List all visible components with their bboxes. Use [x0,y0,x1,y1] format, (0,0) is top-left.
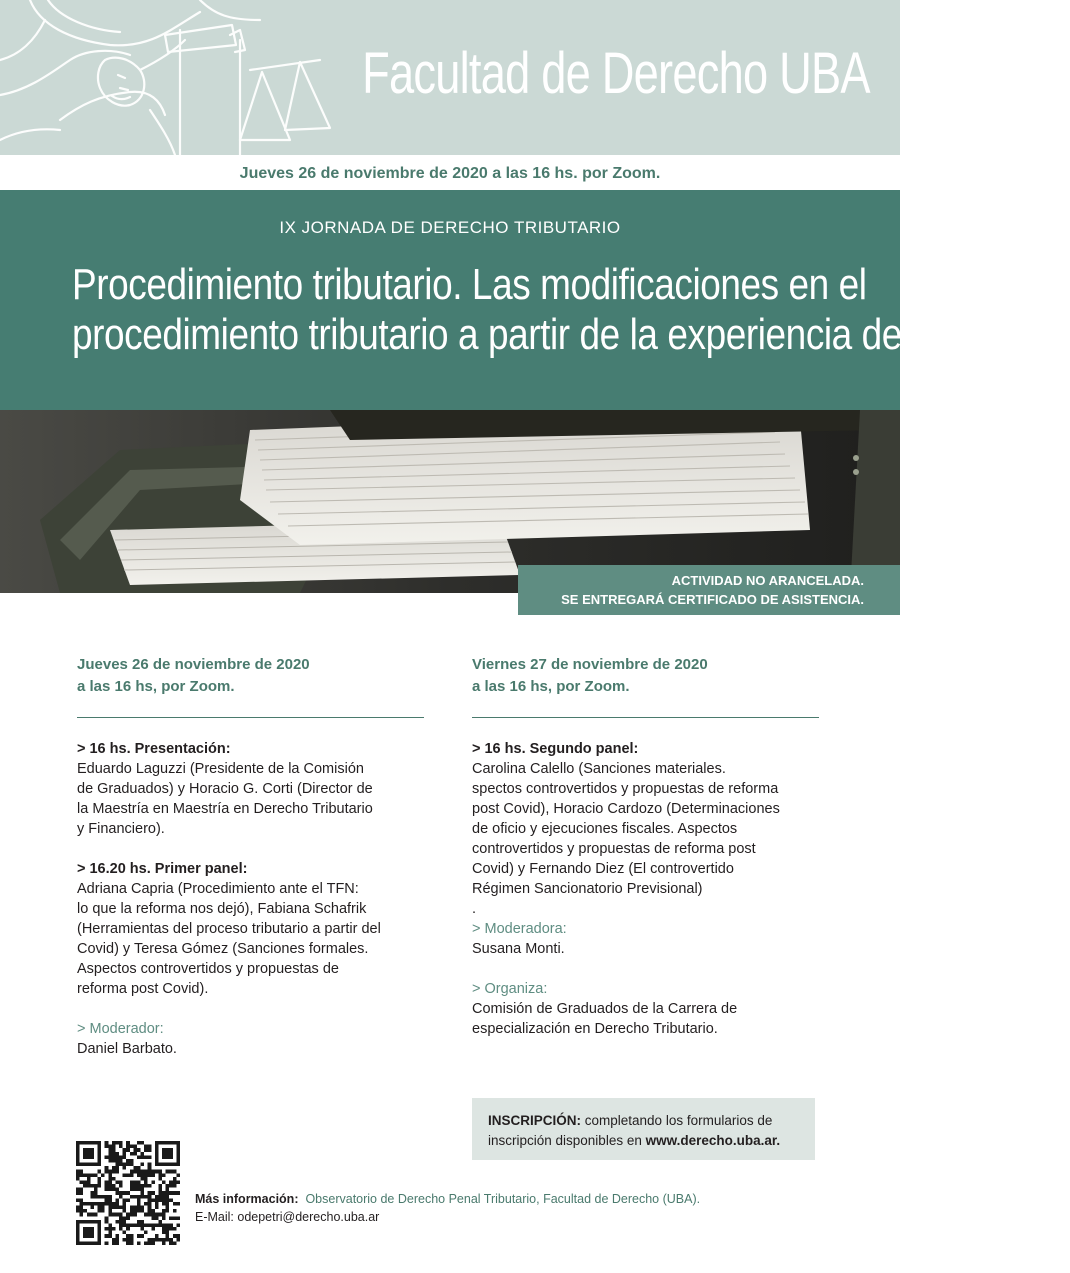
title-banner [0,190,1070,410]
contact-email[interactable]: E-Mail: odepetri@derecho.uba.ar [195,1210,380,1224]
registration-text2: inscripción disponibles en [488,1133,646,1148]
day1-date-line1: Jueves 26 de noviembre de 2020 [77,656,310,673]
registration-text1: completando los formularios de [581,1113,773,1128]
event-series: IX JORNADA DE DERECHO TRIBUTARIO [279,218,621,237]
day1-date [77,654,437,698]
registration-label: INSCRIPCIÓN: [488,1113,582,1128]
day1-session1-text: Eduardo Laguzzi (Presidente de la Comisión de Graduados) y Horacio G. Corti (Director de la Maestría en Maestría en Derecho Tributario y Financiero). [77,761,373,837]
day1-date-line2: a las 16 hs, por Zoom. [77,678,235,695]
certificate-line2: SE ENTREGARÁ CERTIFICADO DE ASISTENCIA. [561,592,864,607]
more-info-label: Más información: [195,1192,299,1206]
event-date-line: Jueves 26 de noviembre de 2020 a las 16 hs. por Zoom. [239,165,661,182]
day1-session2-text: Adriana Capria (Procedimiento ante el TFN: lo que la reforma nos dejó), Fabiana Schafrik (Herramientas del proceso tributario a partir del Covid) y Teresa Gómez (Sanciones formales. Aspectos controvertidos y propuestas de reforma post Covid). [77,881,381,997]
organizer-label: > Organiza: [472,981,548,997]
qr-code[interactable] [76,1141,180,1245]
day1-moderator-name: Daniel Barbato. [77,1041,177,1057]
day1-session2-title: > 16.20 hs. Primer panel: [77,861,248,877]
event-title-line1: Procedimiento tributario. Las modificaciones en el [72,260,867,309]
registration-url[interactable]: www.derecho.uba.ar. [645,1133,781,1148]
day2-moderator-label: > Moderadora: [472,921,567,937]
event-title [72,260,1070,360]
header [0,0,900,155]
certificate-notice [518,565,900,615]
faculty-name: Facultad de Derecho UBA [362,41,870,106]
day1-column [77,654,437,1059]
organizer-text: Comisión de Graduados de la Carrera de especialización en Derecho Tributario. [472,1001,738,1037]
registration-box [472,1098,815,1160]
day2-date-line1: Viernes 27 de noviembre de 2020 [472,656,708,673]
day1-session1-title: > 16 hs. Presentación: [77,741,231,757]
day2-session1-text: Carolina Calello (Sanciones materiales. spectos controvertidos y propuestas de reforma post Covid), Horacio Cardozo (Determinaciones de oficio y ejecuciones fiscales. Aspectos controvertidos y propuestas de reforma post Covid) y Fernando Diez (El controvertido Régimen Sancionatorio Previsional) . [472,761,780,917]
day2-date [472,654,832,698]
divider [472,717,819,718]
day2-column [472,654,832,1039]
day2-session1-title: > 16 hs. Segundo panel: [472,741,639,757]
event-title-line2: procedimiento tributario a partir de la experiencia del año 2020 [72,310,1070,359]
more-info [195,1190,700,1226]
divider [77,717,424,718]
day2-moderator-name: Susana Monti. [472,941,565,957]
day2-date-line2: a las 16 hs, por Zoom. [472,678,630,695]
day1-moderator-label: > Moderador: [77,1021,164,1037]
certificate-line1: ACTIVIDAD NO ARANCELADA. [671,573,864,588]
more-info-org: Observatorio de Derecho Penal Tributario, Facultad de Derecho (UBA). [305,1192,701,1206]
